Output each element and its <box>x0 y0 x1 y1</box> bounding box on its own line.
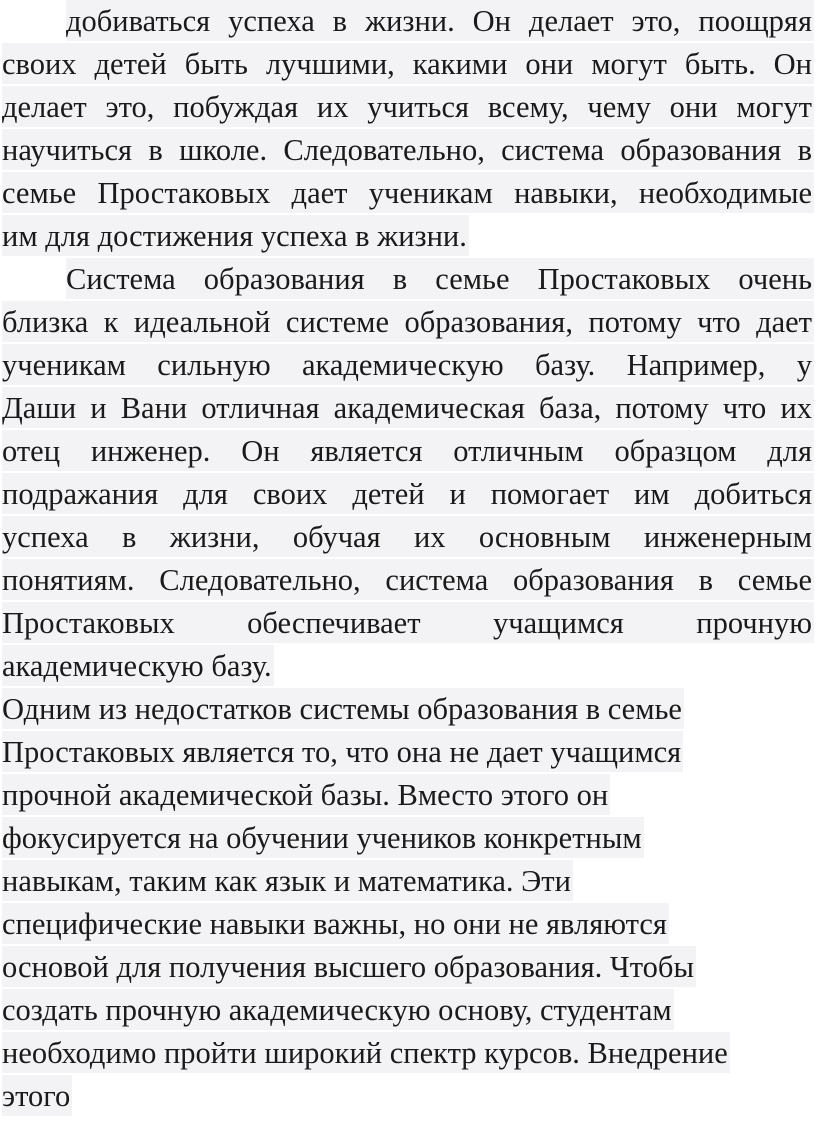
text-line-content: Система образования в семье Простаковых очень <box>66 258 814 299</box>
paragraph-p2 <box>2 258 814 688</box>
text-line-content: Простаковых обеспечивает учащимся прочную <box>2 602 814 643</box>
paragraph-p3 <box>2 688 814 1118</box>
text-line-content: им для достижения успеха в жизни. <box>2 215 469 256</box>
text-line-content: делает это, побуждая их учиться всему, чему они могут <box>2 86 814 127</box>
text-line <box>2 86 814 129</box>
text-line <box>2 344 814 387</box>
text-line-content: своих детей быть лучшими, какими они могут быть. Он <box>2 43 814 84</box>
text-line <box>2 430 814 473</box>
text-line-content: создать прочную академическую основу, студентам <box>2 989 674 1030</box>
text-line-content: отец инженер. Он является отличным образцом для <box>2 430 814 471</box>
text-line <box>2 860 814 903</box>
text-line <box>2 645 814 688</box>
text-line-content: Даши и Вани отличная академическая база, потому что их <box>2 387 814 428</box>
text-line-content: специфические навыки важны, но они не являются <box>2 903 669 944</box>
text-line-content: подражания для своих детей и помогает им добиться <box>2 473 814 514</box>
text-line <box>2 258 814 301</box>
text-line-content: добиваться успеха в жизни. Он делает это, поощряя <box>66 0 814 41</box>
text-line-content: этого <box>2 1075 72 1116</box>
text-line <box>2 43 814 86</box>
document-body <box>2 0 814 1118</box>
text-line <box>2 688 814 731</box>
text-line <box>2 559 814 602</box>
text-line-content: научиться в школе. Следовательно, система образования в <box>2 129 814 170</box>
text-line-content: успеха в жизни, обучая их основным инженерным <box>2 516 814 557</box>
text-line-content: основой для получения высшего образования. Чтобы <box>2 946 696 987</box>
text-line-content: ученикам сильную академическую базу. Например, у <box>2 344 814 385</box>
text-line-content: близка к идеальной системе образования, потому что дает <box>2 301 814 342</box>
text-line <box>2 0 814 43</box>
text-line-content: Простаковых является то, что она не дает учащимся <box>2 731 683 772</box>
text-line-content: необходимо пройти широкий спектр курсов. Внедрение <box>2 1032 730 1073</box>
text-line <box>2 903 814 946</box>
text-line <box>2 1075 814 1118</box>
text-line <box>2 731 814 774</box>
text-line <box>2 301 814 344</box>
text-line-content: навыкам, таким как язык и математика. Эти <box>2 860 573 901</box>
text-line <box>2 215 814 258</box>
text-line-content: прочной академической базы. Вместо этого он <box>2 774 610 815</box>
text-line-content: семье Простаковых дает ученикам навыки, необходимые <box>2 172 814 213</box>
text-line-content: академическую базу. <box>2 645 274 686</box>
text-line-content: фокусируется на обучении учеников конкретным <box>2 817 644 858</box>
text-line <box>2 387 814 430</box>
text-line <box>2 1032 814 1075</box>
paragraph-p1 <box>2 0 814 258</box>
text-line-content: Одним из недостатков системы образования в семье <box>2 688 684 729</box>
text-line <box>2 774 814 817</box>
text-line <box>2 473 814 516</box>
text-line <box>2 946 814 989</box>
document-page <box>2 0 814 1118</box>
text-line <box>2 129 814 172</box>
text-line-content: понятиям. Следовательно, система образования в семье <box>2 559 814 600</box>
text-line <box>2 989 814 1032</box>
text-line <box>2 172 814 215</box>
text-line <box>2 516 814 559</box>
text-line <box>2 817 814 860</box>
text-line <box>2 602 814 645</box>
